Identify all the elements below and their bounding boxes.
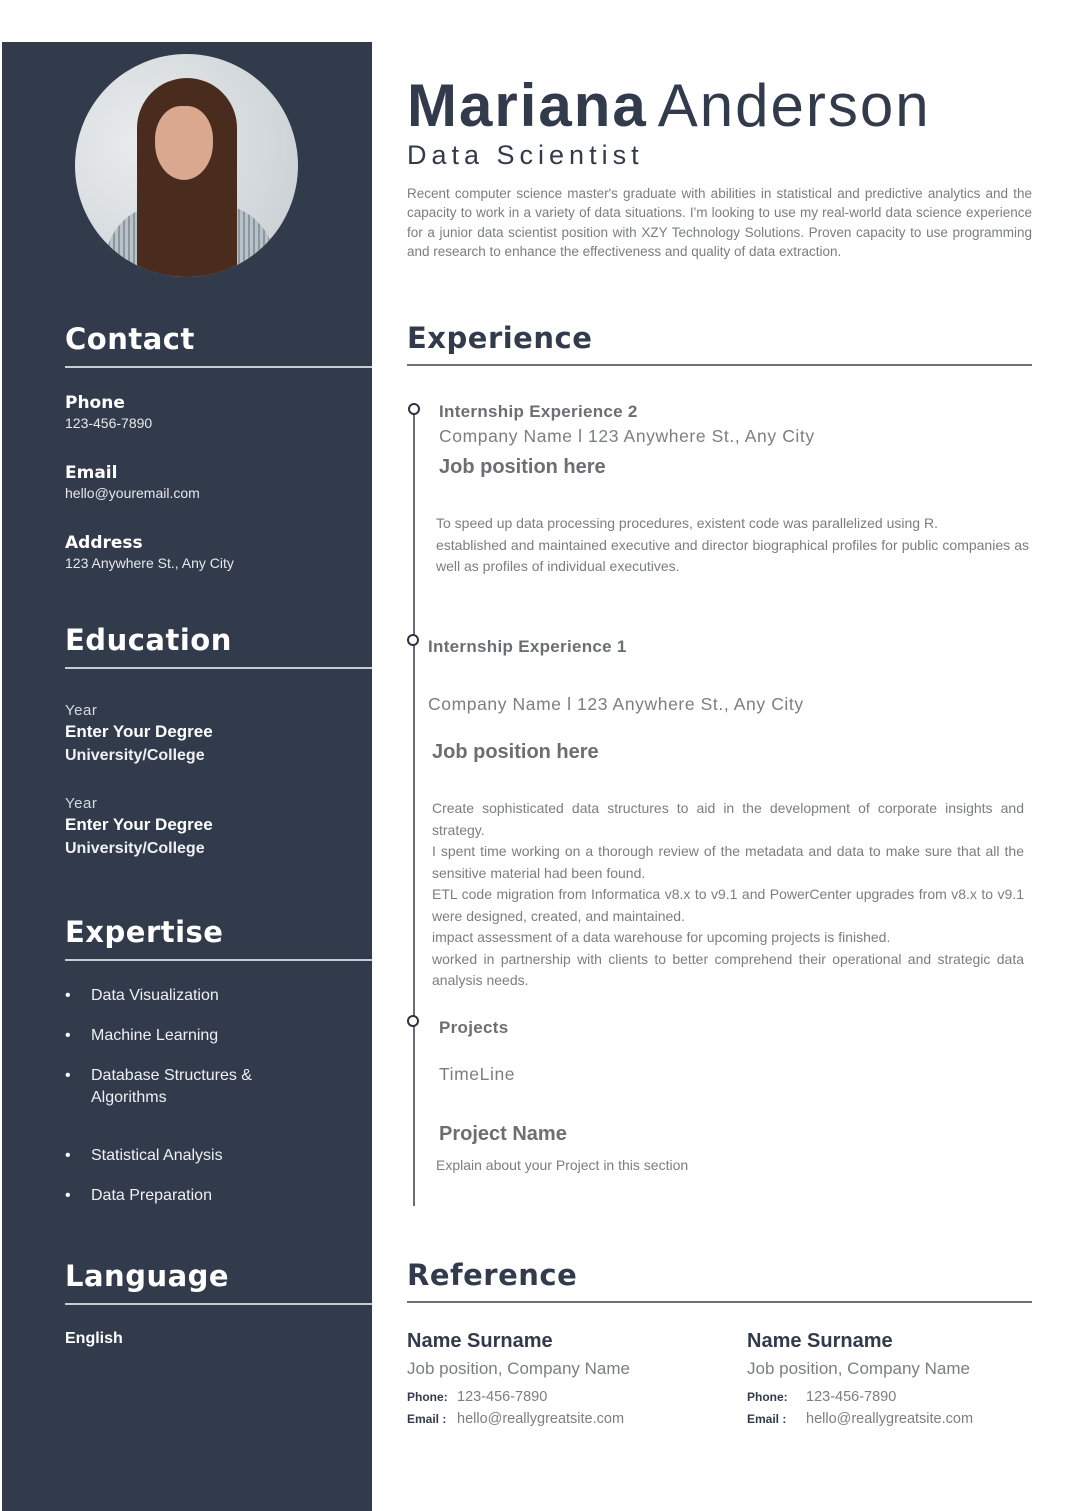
bullet-icon: • — [65, 1187, 71, 1204]
contact-address — [65, 533, 234, 571]
description-line: ETL code migration from Informatica v8.x to v9.1 and PowerCenter upgrades from v8.x to v9.1 were designed, created, and maintained. — [432, 886, 1024, 924]
language-title: Language — [65, 1259, 230, 1293]
sidebar — [2, 42, 372, 1511]
education-divider — [65, 667, 372, 669]
description-line: I spent time working on a thorough review of the metadata and data to make sure that all the sensitive material had been found. — [432, 843, 1024, 881]
reference-title: Reference — [407, 1258, 578, 1292]
language-divider — [65, 1303, 372, 1305]
expertise-divider — [65, 959, 372, 961]
reference-name: Name Surname — [407, 1330, 553, 1352]
timeline-dot-icon — [408, 403, 420, 415]
email-label: Email : — [747, 1412, 787, 1426]
timeline-dot-icon — [407, 634, 419, 646]
description-line: worked in partnership with clients to better comprehend their operational and strategic data analysis needs. — [432, 950, 1024, 988]
contact-address-label: Address — [65, 533, 143, 553]
bullet-icon: • — [65, 1067, 71, 1084]
phone-label: Phone: — [747, 1390, 788, 1404]
phone-label: Phone: — [407, 1390, 448, 1404]
education-school: University/College — [65, 747, 205, 764]
expertise-item: • Data Preparation — [65, 1185, 271, 1207]
education-degree: Enter Your Degree — [65, 722, 213, 741]
email-label: Email : — [407, 1412, 447, 1426]
profile-photo — [75, 54, 298, 277]
bullet-icon: • — [65, 987, 71, 1004]
education-year: Year — [65, 795, 98, 812]
experience-title: Experience — [407, 321, 593, 355]
expertise-section — [65, 915, 372, 1204]
profile-summary: Recent computer science master's graduate with abilities in statistical and predictive analytics and the capacity to work in a variety of data situations. I'm looking to use my real-world data science experience for a junior data scientist position with XZY Technology Solutions. Proven capacity to use programming and research to enhance the effectiveness and quality of data extraction. — [407, 186, 1032, 259]
experience-description — [432, 798, 1024, 992]
last-name: Anderson — [657, 72, 931, 139]
experience-position: Job position here — [439, 456, 606, 478]
reference-email — [747, 1411, 1047, 1427]
description-line: Create sophisticated data structures to aid in the development of corporate insights and strategy. — [432, 800, 1024, 838]
bullet-icon: • — [65, 1027, 71, 1044]
language-item: English — [65, 1330, 123, 1347]
email-value: hello@reallygreatsite.com — [457, 1411, 625, 1427]
timeline-line — [413, 414, 415, 1206]
experience-company: Company Name l 123 Anywhere St., Any City — [439, 426, 815, 446]
contact-section — [65, 322, 372, 571]
experience-company: Company Name l 123 Anywhere St., Any City — [428, 694, 804, 714]
full-name — [407, 72, 931, 139]
reference-job: Job position, Company Name — [747, 1359, 971, 1378]
education-year: Year — [65, 702, 98, 719]
first-name: Mariana — [407, 72, 648, 139]
expertise-item: • Database Structures & Algorithms — [65, 1067, 252, 1106]
contact-phone-value: 123-456-7890 — [65, 415, 153, 431]
contact-address-value: 123 Anywhere St., Any City — [65, 555, 234, 571]
reference-job: Job position, Company Name — [407, 1359, 631, 1378]
contact-phone-label: Phone — [65, 393, 125, 413]
projects-timeline: TimeLine — [439, 1064, 516, 1084]
education-item — [65, 795, 213, 858]
experience-position: Job position here — [432, 741, 599, 763]
expertise-item: • Machine Learning — [65, 1025, 271, 1047]
education-section — [65, 623, 372, 857]
experience-heading: Internship Experience 1 — [428, 637, 627, 656]
projects-heading: Projects — [439, 1018, 509, 1037]
experience-divider — [407, 364, 1032, 366]
expertise-item: • Statistical Analysis — [65, 1145, 271, 1167]
expertise-title: Expertise — [65, 915, 224, 949]
reference-phone — [747, 1389, 1047, 1405]
reference-name: Name Surname — [747, 1330, 893, 1352]
contact-phone — [65, 393, 152, 431]
reference-email — [407, 1411, 707, 1427]
experience-heading: Internship Experience 2 — [439, 402, 638, 421]
bullet-icon: • — [65, 1147, 71, 1164]
job-title: Data Scientist — [407, 140, 644, 170]
contact-divider — [65, 366, 372, 368]
language-section — [65, 1259, 372, 1347]
reference-phone — [407, 1389, 707, 1405]
reference-card — [407, 1330, 707, 1427]
contact-title: Contact — [65, 322, 195, 356]
education-title: Education — [65, 623, 232, 657]
project-description: Explain about your Project in this section — [436, 1157, 689, 1173]
reference-divider — [407, 1301, 1032, 1303]
phone-value: 123-456-7890 — [457, 1389, 548, 1405]
education-item — [65, 702, 213, 765]
description-line: impact assessment of a data warehouse for upcoming projects is finished. — [432, 929, 891, 945]
project-name: Project Name — [439, 1123, 567, 1145]
education-school: University/College — [65, 840, 205, 857]
contact-email-value: hello@youremail.com — [65, 485, 200, 501]
reference-card — [747, 1330, 1047, 1427]
timeline-dot-icon — [407, 1015, 419, 1027]
contact-email-label: Email — [65, 463, 118, 483]
description-line: established and maintained executive and director biographical profiles for public companies as well as profiles of individual executives. — [436, 536, 1029, 574]
education-degree: Enter Your Degree — [65, 815, 213, 834]
experience-description — [436, 513, 1029, 578]
contact-email — [65, 463, 200, 501]
expertise-item: • Data Visualization — [65, 985, 271, 1007]
email-value: hello@reallygreatsite.com — [806, 1411, 974, 1427]
phone-value: 123-456-7890 — [806, 1389, 897, 1405]
description-line: To speed up data processing procedures, existent code was parallelized using R. — [436, 515, 938, 531]
